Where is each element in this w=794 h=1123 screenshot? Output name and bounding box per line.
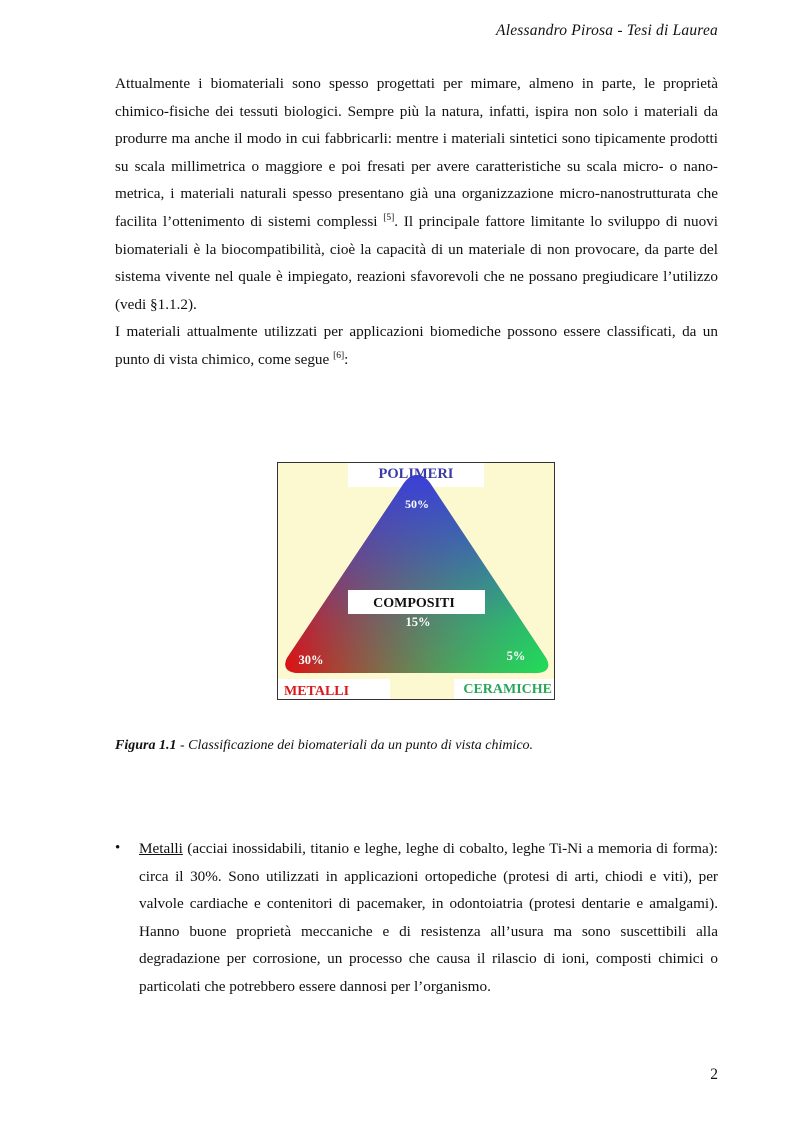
body-text xyxy=(115,70,718,374)
caption-text: - Classificazione dei biomateriali da un punto di vista chimico. xyxy=(176,738,534,753)
citation-ref-6: [6] xyxy=(333,350,345,361)
figure-caption xyxy=(115,738,533,754)
percent-compositi: 15% xyxy=(405,615,431,629)
paragraph-2-text-b: : xyxy=(344,350,349,368)
running-header: Alessandro Pirosa - Tesi di Laurea xyxy=(496,22,718,39)
bullet-content xyxy=(139,835,718,1001)
percent-polimeri: 50% xyxy=(405,497,429,511)
label-metalli: METALLI xyxy=(284,684,350,699)
paragraph-2 xyxy=(115,318,718,373)
label-compositi: COMPOSITI xyxy=(373,596,455,611)
percent-metalli: 30% xyxy=(298,653,324,667)
caption-label: Figura 1.1 xyxy=(115,738,177,753)
page-number: 2 xyxy=(710,1066,718,1083)
bullet-text: (acciai inossidabili, titanio e leghe, leghe di cobalto, leghe Ti-Ni a memoria di forma): circa il 30%. Sono utilizzati in applicazioni ortopediche (protesi di arti, chiodi e viti), per valvole cardiache e contenitori di pacemaker, in odontoiatria (protesi dentarie e amalgami). Hanno buone proprietà meccaniche e di resistenza all’usura ma sono suscettibili alla degradazione per corrosione, un processo che causa il rilascio di ioni, composti chimici o particolati che potrebbero essere dannosi per l’organismo. xyxy=(139,840,718,995)
citation-ref-5: [5] xyxy=(383,212,395,223)
percent-ceramiche: 5% xyxy=(506,649,526,663)
paragraph-1-text-b: . Il principale fattore limitante lo sviluppo di nuovi biomateriali è la biocompatibilità, cioè la capacità di un materiale di non provocare, da parte del sistema vivente nel quale è impiegato, reazioni sfavorevoli che ne possano pregiudicare l’utilizzo (vedi §1.1.2). xyxy=(115,212,718,313)
list-item xyxy=(115,835,718,1001)
bullet-icon: • xyxy=(115,840,121,856)
label-ceramiche: CERAMICHE xyxy=(463,682,552,697)
bullet-term: Metalli xyxy=(139,840,183,857)
paragraph-2-text-a: I materiali attualmente utilizzati per applicazioni biomediche possono essere classificati, da un punto di vista chimico, come segue xyxy=(115,323,718,368)
paragraph-1 xyxy=(115,70,718,318)
paragraph-1-text-a: Attualmente i biomateriali sono spesso progettati per mimare, almeno in parte, le proprietà chimico-fisiche dei tessuti biologici. Sempre più la natura, infatti, ispira non solo i materiali da produrre ma anche il modo in cui fabbricarli: mentre i materiali sintetici sono tipicamente prodotti su scala millimetrica o maggiore e poi fresati per avere caratteristiche su scala micro- o nano-metrica, i materiali naturali spesso presentano già una organizzazione micro-nanostrutturata che facilita l’ottenimento di sistemi complessi xyxy=(115,75,718,230)
triangle-diagram xyxy=(278,463,555,700)
label-polimeri: POLIMERI xyxy=(378,466,454,482)
biomaterials-triangle-figure xyxy=(277,462,555,700)
